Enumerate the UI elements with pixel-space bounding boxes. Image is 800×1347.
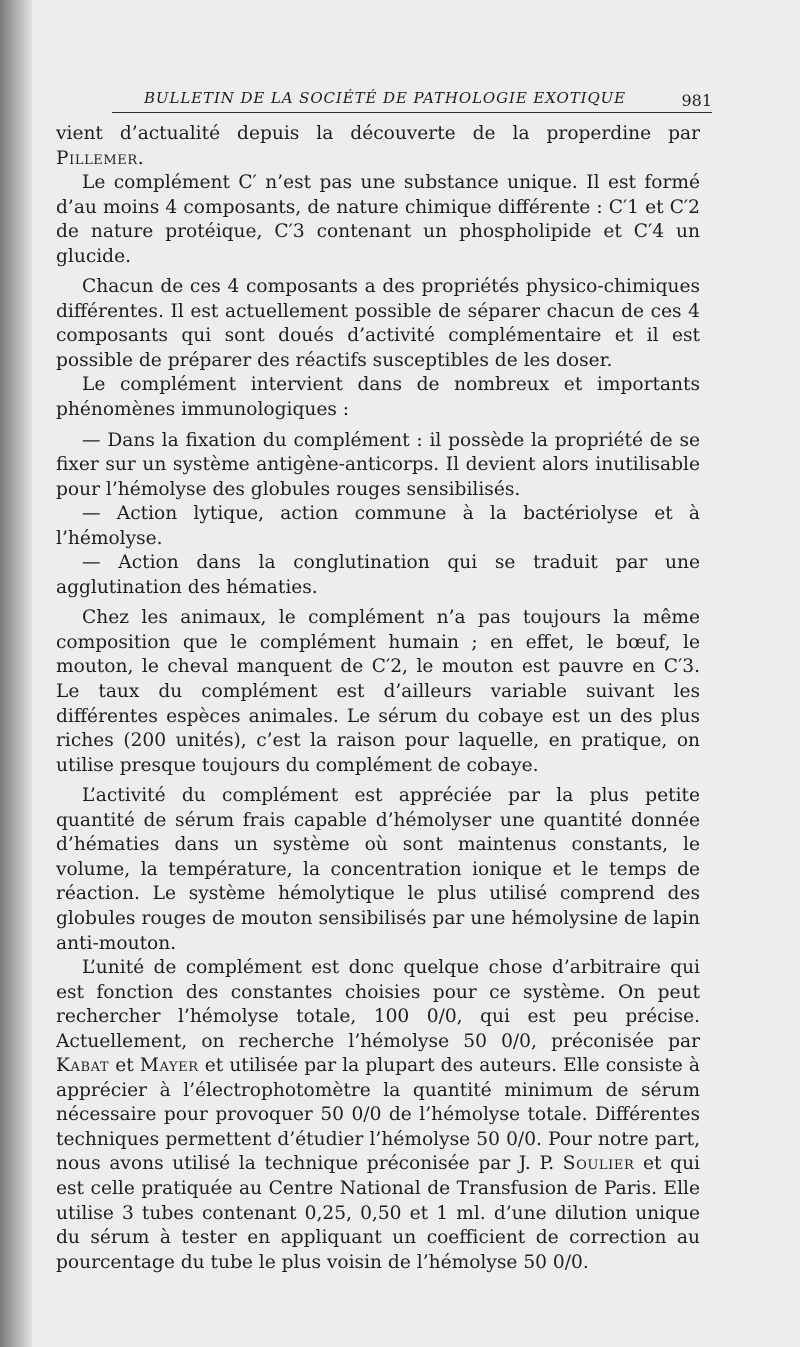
list-paragraph: — Action lytique, action commune à la bactériolyse et à l’hémolyse. bbox=[56, 503, 700, 549]
paragraph-continuation bbox=[56, 122, 700, 171]
author-name-soulier: Soulier bbox=[562, 1153, 635, 1175]
running-header bbox=[112, 86, 712, 113]
paragraph: Le complément C′ n’est pas une substance unique. Il est formé d’au moins 4 composants, de nature chimique différente : C′1 et C′2 de nature protéique, C′3 contenant un phospholipide et C′4 un glucide. bbox=[56, 172, 700, 267]
body-text bbox=[56, 122, 700, 1275]
paragraph: Chez les animaux, le complément n’a pas toujours la même composition que le complément humain ; en effet, le bœuf, le mouton, le cheval manquent de C′2, le mouton est pauvre en C′3. Le taux du complément est d’ailleurs variable suivant les différentes espèces animales. Le sérum du cobaye est un des plus riches (200 unités), c’est la raison pour laquelle, en pratique, on utilise presque toujours du complément de cobaye. bbox=[56, 607, 700, 776]
paragraph: L’activité du complément est appréciée par la plus petite quantité de sérum frais capable d’hémolyser une quantité donnée d’hématies dans un système où sont maintenus constants, le volume, la température, la concentration ionique et le temps de réaction. Le système hémolytique le plus utilisé comprend des globules rouges de mouton sensibilisés par une hémolysine de lapin anti-mouton. bbox=[56, 785, 700, 954]
paragraph bbox=[56, 956, 700, 1275]
paragraph-text: vient d’actualité depuis la découverte de la properdine par bbox=[56, 123, 700, 144]
paragraph-text: et bbox=[109, 1055, 140, 1077]
list-paragraph: — Dans la fixation du complément : il possède la propriété de se fixer sur un système antigène-anticorps. Il devient alors inutilisable pour l’hémolyse des globules rouges sensibilisés. bbox=[56, 429, 700, 500]
journal-title: BULLETIN DE LA SOCIÉTÉ DE PATHOLOGIE EXOTIQUE bbox=[144, 89, 627, 107]
book-binding-edge bbox=[0, 0, 32, 1347]
paragraph: Chacun de ces 4 composants a des propriétés physico-chimiques différentes. Il est actuellement possible de séparer chacun de ces 4 composants qui sont doués d’activité complémentaire et il est possible de préparer des réactifs susceptibles de les doser. bbox=[56, 276, 700, 371]
paragraph-text: et qui est celle pratiquée au Centre National de Transfusion de Paris. Elle utilise 3 tubes contenant 0,25, 0,50 et 1 ml. d’une dilution unique du sérum à tester en appliquant un coefficient de correction au pourcentage du tube le plus voisin de l’hémolyse 50 0/0. bbox=[56, 1153, 700, 1273]
list-paragraph: — Action dans la conglutination qui se traduit par une agglutination des hématies. bbox=[56, 552, 700, 598]
paragraph-text: . bbox=[137, 147, 144, 169]
page-number: 981 bbox=[681, 91, 712, 110]
paragraph: Le complément intervient dans de nombreux et importants phénomènes immunologiques : bbox=[56, 374, 700, 421]
paragraph-text: L’unité de complément est donc quelque chose d’arbitraire qui est fonction des constantes choisies pour ce système. On peut rechercher l’hémolyse totale, 100 0/0, qui est peu précise. Actuellement, on recherche l’hémolyse 50 0/0, préconisée par bbox=[56, 957, 700, 1052]
paragraph-text: et utilisée par la plupart des auteurs. Elle consiste à apprécier à l’électrophotomètre la quantité minimum de sérum nécessaire pour provoquer 50 0/0 de l’hémolyse totale. Différentes techniques permettent d’étudier l’hémolyse 50 0/0. Pour notre part, nous avons utilisé la technique préconisée par J. P. bbox=[56, 1055, 700, 1175]
author-name-kabat: Kabat bbox=[56, 1055, 110, 1077]
author-name-mayer: Mayer bbox=[139, 1055, 199, 1077]
author-name-pillemer: Pillemer bbox=[56, 147, 138, 169]
